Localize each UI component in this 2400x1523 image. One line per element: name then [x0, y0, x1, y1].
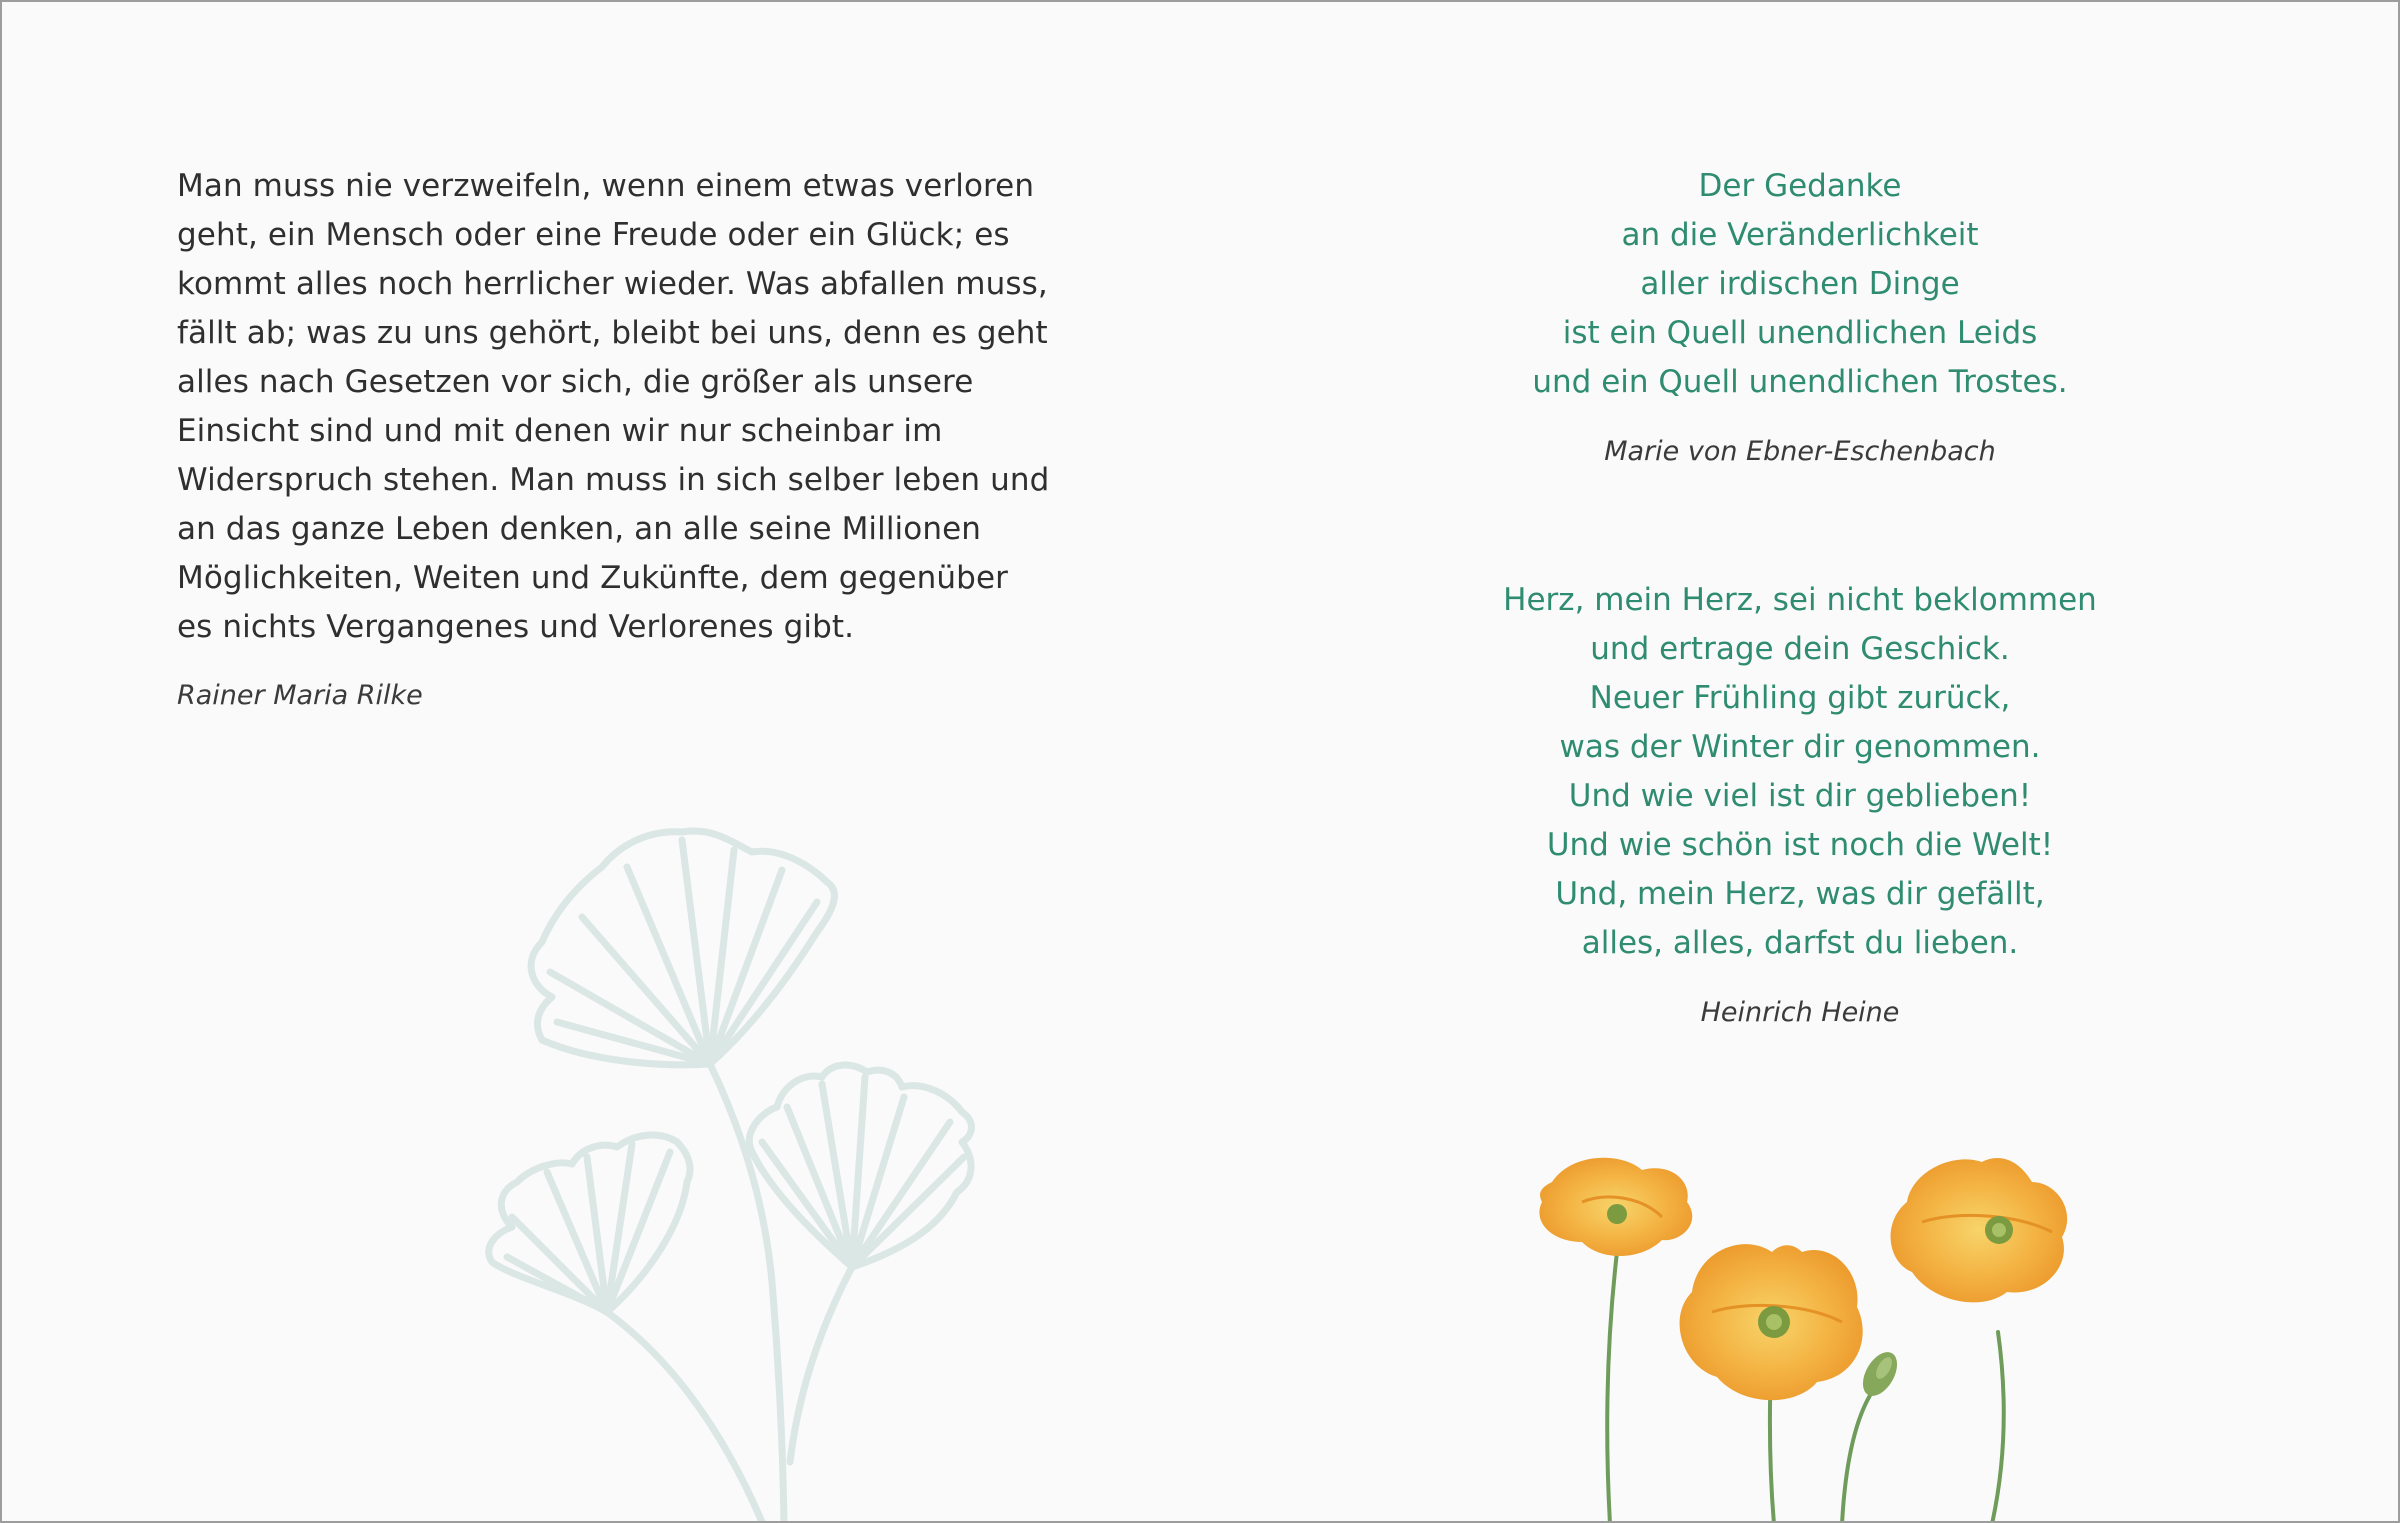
quote-line: kommt alles noch herrlicher wieder. Was abfallen muss,: [177, 266, 1048, 302]
quote-line: geht, ein Mensch oder eine Freude oder ein Glück; es: [177, 217, 1010, 253]
quote-line: Man muss nie verzweifeln, wenn einem etwas verloren: [177, 168, 1035, 204]
poem-line: und ein Quell unendlichen Trostes.: [1532, 364, 2068, 400]
poppy-flower: [1539, 1158, 1692, 1256]
poem-line: Neuer Frühling gibt zurück,: [1589, 680, 2011, 716]
rilke-quote: [177, 162, 1050, 652]
quote-line: Möglichkeiten, Weiten und Zukünfte, dem gegenüber: [177, 560, 1008, 596]
author-heine: Heinrich Heine: [1700, 997, 1900, 1028]
right-page: [1202, 2, 2398, 1521]
left-page: [2, 2, 1202, 1521]
poem-line: und ertrage dein Geschick.: [1590, 631, 2010, 667]
poem-line: an die Veränderlichkeit: [1621, 217, 1979, 253]
poem-line: Und, mein Herz, was dir gefällt,: [1555, 876, 2045, 912]
poem-line: Herz, mein Herz, sei nicht beklommen: [1503, 582, 2097, 618]
poem-line: ist ein Quell unendlichen Leids: [1562, 315, 2038, 351]
poem-ebner-eschenbach: [1202, 162, 2398, 407]
quote-line: es nichts Vergangenes und Verlorenes gibt.: [177, 609, 855, 645]
quote-line: Widerspruch stehen. Man muss in sich selber leben und: [177, 462, 1050, 498]
poem-line: Und wie viel ist dir geblieben!: [1568, 778, 2032, 814]
poppy-flower: [1680, 1244, 1863, 1400]
poppy-bud: [1856, 1346, 1904, 1402]
poem-line: Und wie schön ist noch die Welt!: [1546, 827, 2054, 863]
author-rilke: Rainer Maria Rilke: [177, 680, 423, 711]
quote-line: Einsicht sind und mit denen wir nur scheinbar im: [177, 413, 943, 449]
poppy-flower: [1891, 1158, 2068, 1302]
poem-line: aller irdischen Dinge: [1640, 266, 1960, 302]
quote-line: alles nach Gesetzen vor sich, die größer als unsere: [177, 364, 974, 400]
ginkgo-illustration: [472, 822, 1052, 1522]
poem-line: Der Gedanke: [1698, 168, 1902, 204]
poem-line: alles, alles, darfst du lieben.: [1581, 925, 2019, 961]
poem-heine: [1202, 576, 2398, 968]
poem-line: was der Winter dir genommen.: [1559, 729, 2041, 765]
author-ebner-eschenbach: Marie von Ebner-Eschenbach: [1604, 436, 1996, 467]
quote-line: an das ganze Leben denken, an alle seine Millionen: [177, 511, 982, 547]
quote-line: fällt ab; was zu uns gehört, bleibt bei uns, denn es geht: [177, 315, 1048, 351]
poppies-illustration: [1512, 1142, 2312, 1523]
